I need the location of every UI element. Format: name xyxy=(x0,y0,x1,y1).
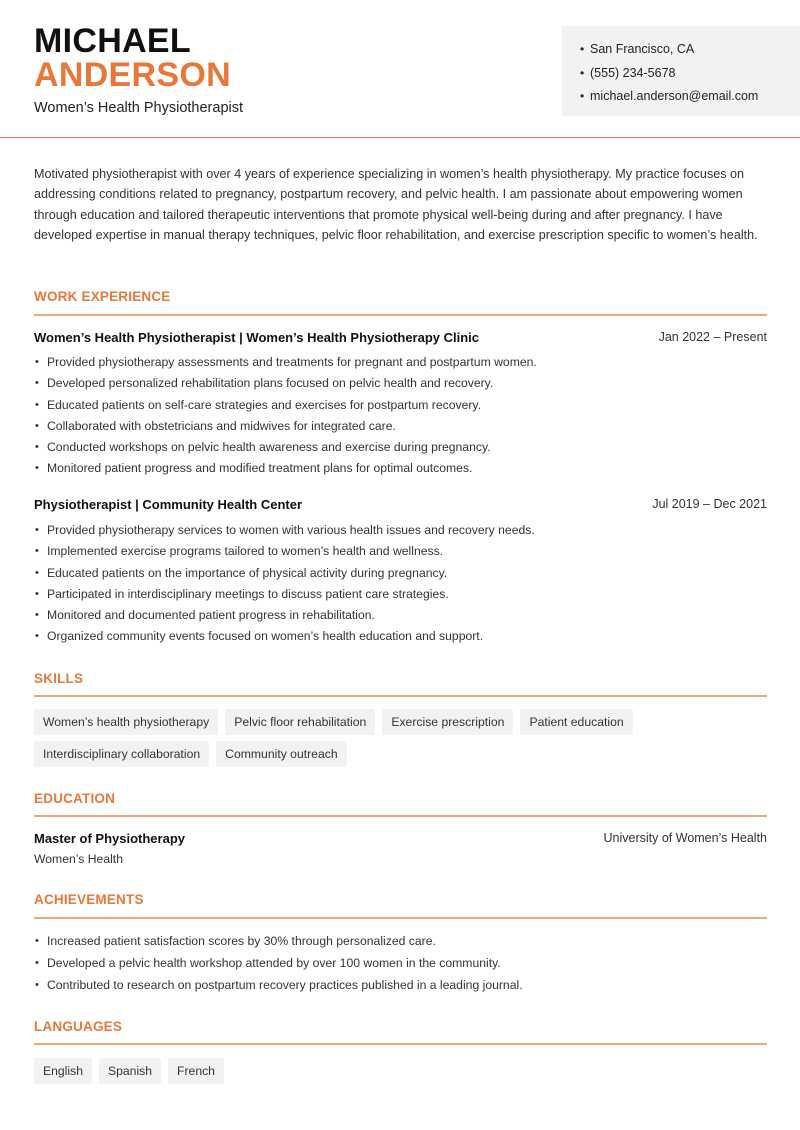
job-bullets xyxy=(34,520,767,648)
list-item: • Collaborated with obstetricians and midwives for integrated care. xyxy=(34,416,767,437)
education-field: Women’s Health xyxy=(34,852,123,866)
skill-tag: Exercise prescription xyxy=(382,709,513,735)
section-divider xyxy=(34,917,767,919)
skills-list xyxy=(34,709,767,767)
list-item: • Provided physiotherapy assessments and treatments for pregnant and postpartum women. xyxy=(34,352,767,373)
list-item: • Monitored and documented patient progress in rehabilitation. xyxy=(34,605,767,626)
contact-phone: • (555) 234-5678 xyxy=(582,62,800,86)
section-title-education: EDUCATION xyxy=(34,791,116,806)
summary: Motivated physiotherapist with over 4 years of experience specializing in women’s health physiotherapy. My practice focuses on addressing conditions related to pregnancy, postpartum recovery, and pelvic health. I am passionate about empowering women through education and tailored therapeutic interventions that promote physical well-being during and after pregnancy. I have developed expertise in manual therapy techniques, pelvic floor rehabilitation, and exercise prescription specific to women’s health. xyxy=(34,167,758,243)
first-name: MICHAEL xyxy=(34,22,191,60)
resume-header xyxy=(0,0,800,138)
list-item: • Organized community events focused on women’s health education and support. xyxy=(34,626,767,647)
section-divider xyxy=(34,815,767,817)
education-school: University of Women’s Health xyxy=(603,831,767,845)
list-item: • Developed a pelvic health workshop attended by over 100 women in the community. xyxy=(34,952,767,974)
list-item: • Conducted workshops on pelvic health awareness and exercise during pregnancy. xyxy=(34,437,767,458)
languages-list xyxy=(34,1058,767,1084)
contact-email: • michael.anderson@email.com xyxy=(582,85,800,109)
section-title-experience: WORK EXPERIENCE xyxy=(34,289,171,304)
language-tag: French xyxy=(168,1058,224,1084)
skill-tag: Women’s health physiotherapy xyxy=(34,709,218,735)
section-title-languages: LANGUAGES xyxy=(34,1019,123,1034)
list-item: • Developed personalized rehabilitation plans focused on pelvic health and recovery. xyxy=(34,373,767,394)
section-divider xyxy=(34,695,767,697)
list-item: • Monitored patient progress and modified treatment plans for optimal outcomes. xyxy=(34,458,767,479)
list-item: • Implemented exercise programs tailored to women’s health and wellness. xyxy=(34,541,767,562)
list-item: • Provided physiotherapy services to women with various health issues and recovery needs. xyxy=(34,520,767,541)
last-name: ANDERSON xyxy=(34,56,231,94)
skill-tag: Patient education xyxy=(520,709,632,735)
job-dates: Jan 2022 – Present xyxy=(658,330,767,344)
contact-box xyxy=(562,26,800,116)
section-divider xyxy=(34,1043,767,1045)
list-item: • Educated patients on self-care strategies and exercises for postpartum recovery. xyxy=(34,395,767,416)
language-tag: English xyxy=(34,1058,92,1084)
job-heading: Women’s Health Physiotherapist | Women’s Health Physiotherapy Clinic xyxy=(34,330,480,345)
job-dates: Jul 2019 – Dec 2021 xyxy=(652,497,767,511)
list-item: • Contributed to research on postpartum recovery practices published in a leading journal. xyxy=(34,974,767,996)
job-bullets xyxy=(34,352,767,480)
skill-tag: Pelvic floor rehabilitation xyxy=(225,709,375,735)
list-item: • Increased patient satisfaction scores by 30% through personalized care. xyxy=(34,930,767,952)
job-title: Women’s Health Physiotherapist xyxy=(34,100,244,116)
section-title-skills: SKILLS xyxy=(34,671,84,686)
skill-tag: Interdisciplinary collaboration xyxy=(34,741,209,767)
job-heading: Physiotherapist | Community Health Center xyxy=(34,497,303,512)
education-degree: Master of Physiotherapy xyxy=(34,831,185,846)
list-item: • Educated patients on the importance of physical activity during pregnancy. xyxy=(34,563,767,584)
language-tag: Spanish xyxy=(99,1058,161,1084)
skill-tag: Community outreach xyxy=(216,741,346,767)
section-title-achievements: ACHIEVEMENTS xyxy=(34,892,144,907)
section-divider xyxy=(34,314,767,316)
contact-location: • San Francisco, CA xyxy=(582,38,800,62)
list-item: • Participated in interdisciplinary meetings to discuss patient care strategies. xyxy=(34,584,767,605)
achievements-list xyxy=(34,930,767,996)
